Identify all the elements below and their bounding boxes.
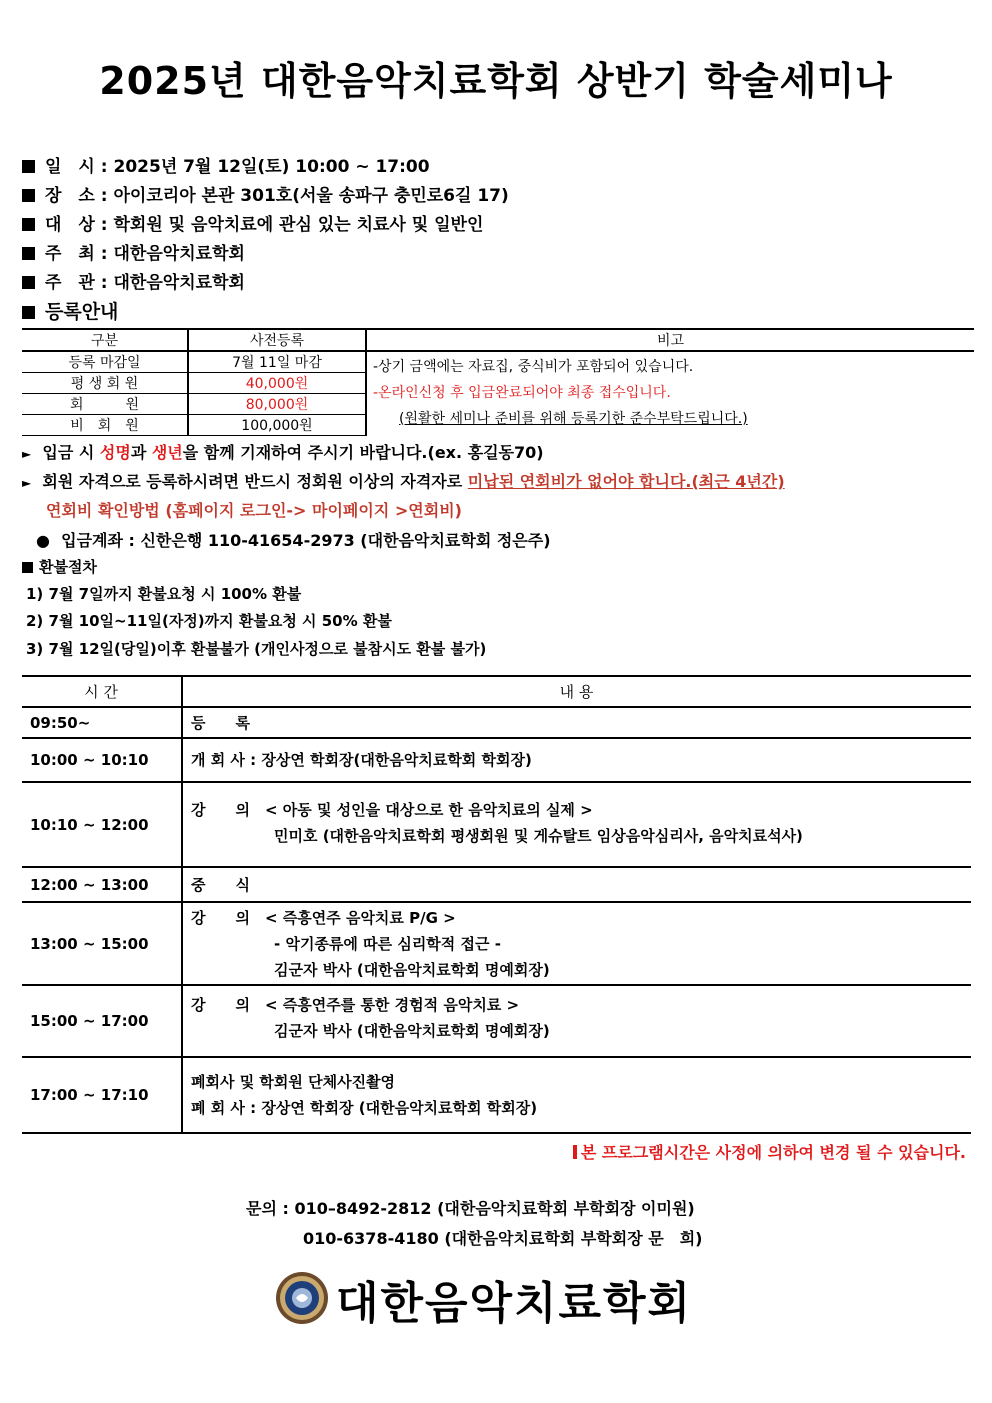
registration-heading: 등록안내 — [22, 297, 118, 324]
fee-check-method: 연회비 확인방법 (홈페이지 로그인-> 마이페이지 >연회비) — [46, 501, 462, 520]
circle-bullet-icon: ● — [36, 531, 50, 550]
bullet-square-icon — [22, 189, 35, 202]
triangle-bullet-icon: ► — [22, 447, 32, 461]
table-cell: 80,000원 — [188, 394, 366, 415]
society-logo-text: 대한음악치료학회 — [336, 1278, 693, 1329]
table-cell: 비 회 원 — [22, 415, 188, 436]
page-title: 2025년 대한음악치료학회 상반기 학술세미나 — [99, 59, 893, 103]
info-host: 주 최 : 대한음악치료학회 — [22, 239, 245, 264]
table-row — [22, 782, 971, 867]
content-cell: 강 의 < 즉흥연주 음악치료 P/G > - 악기종류에 따른 심리학적 접근 - 김군자 박사 (대한음악치료학회 명예회장) — [182, 902, 971, 985]
refund-item: 3) 7월 12일(당일)이후 환불불가 (개인사정으로 불참시도 환불 불가) — [26, 640, 487, 658]
info-organizer: 주 관 : 대한음악치료학회 — [22, 268, 245, 293]
info-date: 일 시 : 2025년 7월 12일(토) 10:00 ~ 17:00 — [22, 152, 430, 177]
content-cell: 개 회 사 : 장상연 학회장(대한음악치료학회 학회장) — [182, 738, 971, 782]
note-line: -상기 금액에는 자료집, 중식비가 포함되어 있습니다. — [373, 359, 694, 375]
table-row — [22, 985, 971, 1057]
contact-line: 010-6378-4180 (대한음악치료학회 부학회장 문 희) — [303, 1229, 703, 1248]
table-row — [22, 707, 971, 738]
bullet-square-icon — [22, 276, 35, 289]
registration-table — [22, 328, 974, 436]
table-header: 구분 — [22, 329, 188, 351]
note-line: -온라인신청 후 입금완료되어야 최종 접수입니다. — [373, 385, 671, 401]
table-cell: 40,000원 — [188, 373, 366, 394]
membership-requirement: ► 회원 자격으로 등록하시려면 반드시 정회원 이상의 자격자로 미납된 연회비가 없어야 합니다.(최근 4년간) — [22, 472, 785, 491]
bullet-square-icon — [22, 160, 35, 173]
time-cell: 17:00 ~ 17:10 — [22, 1057, 182, 1133]
payment-instruction: ► 입금 시 성명과 생년을 함께 기재하여 주시기 바랍니다.(ex. 홍길동70) — [22, 443, 544, 462]
refund-item: 2) 7월 10일~11일(자정)까지 환불요청 시 50% 환불 — [26, 612, 392, 630]
table-cell: 등록 마감일 — [22, 351, 188, 373]
content-cell: 등 록 — [182, 707, 971, 738]
time-cell: 10:00 ~ 10:10 — [22, 738, 182, 782]
content-cell: 강 의 < 즉흥연주를 통한 경험적 음악치료 > 김군자 박사 (대한음악치료학회 명예회장) — [182, 985, 971, 1057]
registration-notes — [366, 351, 974, 436]
schedule-notice: 본 프로그램시간은 사정에 의하여 변경 될 수 있습니다. — [573, 1140, 966, 1163]
time-cell: 15:00 ~ 17:00 — [22, 985, 182, 1057]
content-cell: 강 의 < 아동 및 성인을 대상으로 한 음악치료의 실제 > 민미호 (대한음악치료학회 평생회원 및 게슈탈트 임상음악심리사, 음악치료석사) — [182, 782, 971, 867]
table-row — [22, 867, 971, 902]
info-audience: 대 상 : 학회원 및 음악치료에 관심 있는 치료사 및 일반인 — [22, 210, 483, 235]
time-cell: 09:50~ — [22, 707, 182, 738]
society-seal-icon — [274, 1270, 330, 1326]
table-row — [22, 738, 971, 782]
bank-account: ● 입금계좌 : 신한은행 110-41654-2973 (대한음악치료학회 정은주) — [36, 531, 551, 550]
refund-item: 1) 7월 7일까지 환불요청 시 100% 환불 — [26, 585, 302, 603]
table-header: 비고 — [366, 329, 974, 351]
triangle-bullet-icon: ► — [22, 476, 32, 490]
red-bar-icon — [573, 1145, 577, 1159]
table-cell: 100,000원 — [188, 415, 366, 436]
table-header: 사전등록 — [188, 329, 366, 351]
time-cell: 13:00 ~ 15:00 — [22, 902, 182, 985]
table-cell: 회 원 — [22, 394, 188, 415]
bullet-square-icon — [22, 306, 35, 319]
schedule-table — [22, 675, 971, 1134]
bullet-square-icon — [22, 247, 35, 260]
table-header: 시 간 — [22, 676, 182, 707]
table-row — [22, 1057, 971, 1133]
bullet-square-icon — [22, 562, 33, 573]
table-header: 내 용 — [182, 676, 971, 707]
table-cell: 7월 11일 마감 — [188, 351, 366, 373]
note-line: (원활한 세미나 준비를 위해 등록기한 준수부탁드립니다.) — [399, 411, 748, 427]
table-row — [22, 902, 971, 985]
content-cell: 중 식 — [182, 867, 971, 902]
content-cell: 폐회사 및 학회원 단체사진촬영 폐 회 사 : 장상연 학회장 (대한음악치료학회 학회장) — [182, 1057, 971, 1133]
info-venue: 장 소 : 아이코리아 본관 301호(서울 송파구 충민로6길 17) — [22, 181, 509, 206]
refund-heading: 환불절차 — [22, 556, 97, 577]
time-cell: 12:00 ~ 13:00 — [22, 867, 182, 902]
time-cell: 10:10 ~ 12:00 — [22, 782, 182, 867]
bullet-square-icon — [22, 218, 35, 231]
contact-line: 문의 : 010–8492-2812 (대한음악치료학회 부학회장 이미원) — [246, 1199, 695, 1218]
table-cell: 평 생 회 원 — [22, 373, 188, 394]
